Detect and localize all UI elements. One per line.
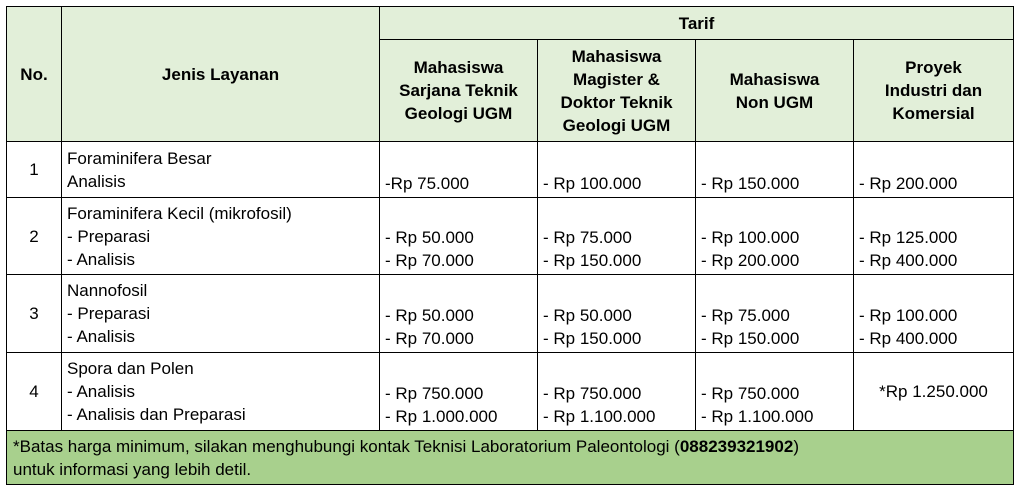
- price-cell: - Rp 100.000: [538, 142, 696, 198]
- price-cell: - Rp 750.000 - Rp 1.100.000: [696, 353, 854, 431]
- header-col-proyek: Proyek Industri dan Komersial: [854, 40, 1014, 142]
- footnote: [7, 431, 1014, 485]
- price-cell: - Rp 75.000 - Rp 150.000: [538, 198, 696, 275]
- price-cell-special: *Rp 1.250.000: [854, 353, 1014, 431]
- service-cell: Nannofosil - Preparasi - Analisis: [62, 275, 380, 353]
- price-cell: - Rp 125.000 - Rp 400.000: [854, 198, 1014, 275]
- price-cell: - Rp 150.000: [696, 142, 854, 198]
- footnote-line2: untuk informasi yang lebih detil.: [13, 459, 252, 479]
- footnote-text: *Batas harga minimum, silakan menghubungi kontak Teknisi Laboratorium Paleontologi (: [13, 436, 680, 456]
- table-row: [7, 353, 1014, 431]
- table-row: [7, 198, 1014, 275]
- row-number: 3: [7, 275, 62, 353]
- price-cell: - Rp 50.000 - Rp 70.000: [380, 275, 538, 353]
- header-no: No.: [7, 7, 62, 142]
- header-col-non-ugm: Mahasiswa Non UGM: [696, 40, 854, 142]
- service-cell: Spora dan Polen - Analisis - Analisis dan Preparasi: [62, 353, 380, 431]
- price-cell: - Rp 50.000 - Rp 150.000: [538, 275, 696, 353]
- header-service: Jenis Layanan: [62, 7, 380, 142]
- price-cell: - Rp 750.000 - Rp 1.000.000: [380, 353, 538, 431]
- row-number: 1: [7, 142, 62, 198]
- row-number: 2: [7, 198, 62, 275]
- header-tarif: Tarif: [380, 7, 1014, 40]
- price-cell: - Rp 200.000: [854, 142, 1014, 198]
- footnote-close: ): [793, 436, 799, 456]
- contact-phone: 088239321902: [679, 436, 794, 456]
- service-cell: Foraminifera Kecil (mikrofosil) - Preparasi - Analisis: [62, 198, 380, 275]
- table-row: [7, 142, 1014, 198]
- table-row: [7, 275, 1014, 353]
- header-col-magister: Mahasiswa Magister & Doktor Teknik Geologi UGM: [538, 40, 696, 142]
- price-cell: - Rp 75.000 - Rp 150.000: [696, 275, 854, 353]
- tariff-table: [6, 6, 1014, 485]
- price-cell: - Rp 50.000 - Rp 70.000: [380, 198, 538, 275]
- price-cell: -Rp 75.000: [380, 142, 538, 198]
- header-col-sarjana: Mahasiswa Sarjana Teknik Geologi UGM: [380, 40, 538, 142]
- price-cell: - Rp 100.000 - Rp 400.000: [854, 275, 1014, 353]
- price-cell: - Rp 750.000 - Rp 1.100.000: [538, 353, 696, 431]
- row-number: 4: [7, 353, 62, 431]
- price-cell: - Rp 100.000 - Rp 200.000: [696, 198, 854, 275]
- service-cell: Foraminifera Besar Analisis: [62, 142, 380, 198]
